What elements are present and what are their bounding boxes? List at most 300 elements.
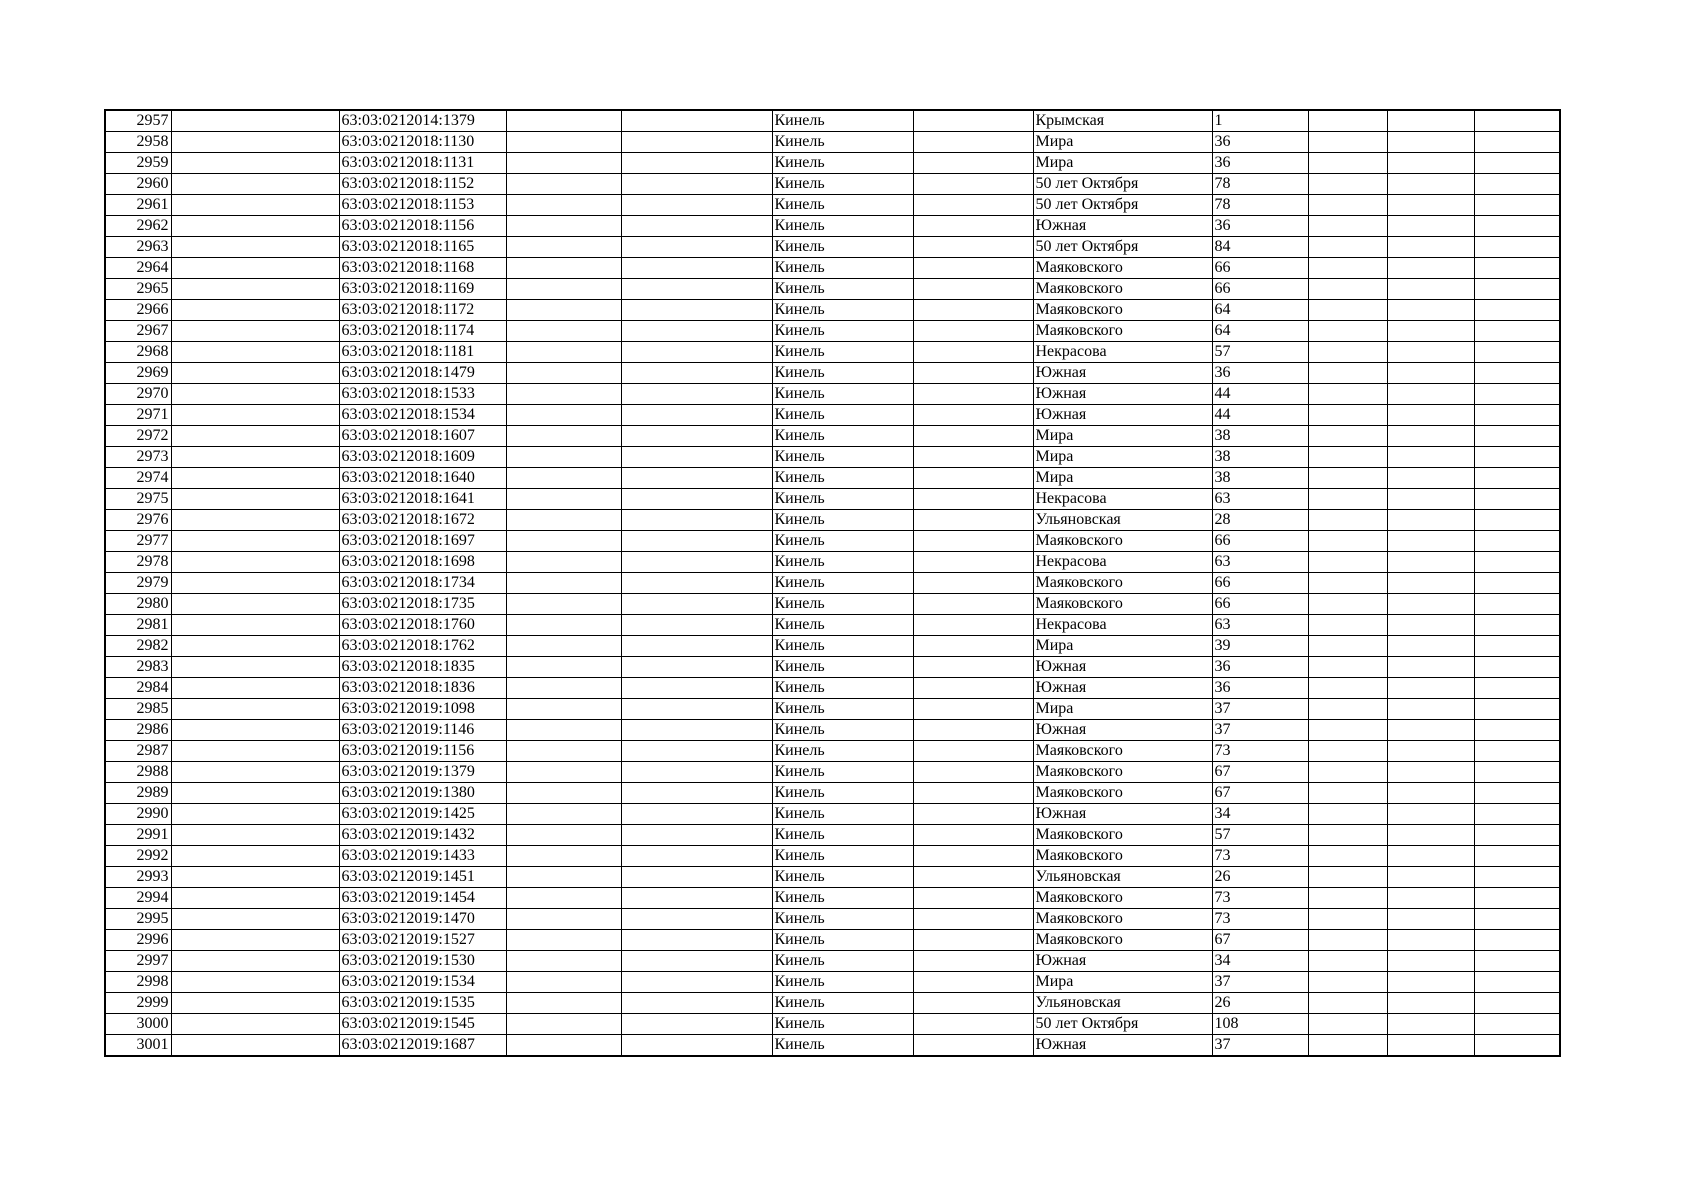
empty-cell — [506, 510, 621, 531]
cadastral-number-cell: 63:03:0212018:1640 — [339, 468, 506, 489]
table-row — [105, 615, 1560, 636]
row-number-cell: 2968 — [105, 342, 171, 363]
empty-cell — [171, 153, 339, 174]
street-cell: Маяковского — [1033, 594, 1212, 615]
empty-cell — [1474, 678, 1560, 699]
empty-cell — [1474, 447, 1560, 468]
house-number-cell: 37 — [1212, 972, 1308, 993]
empty-cell — [1308, 888, 1387, 909]
row-number-cell: 2975 — [105, 489, 171, 510]
table-row — [105, 216, 1560, 237]
empty-cell — [621, 489, 772, 510]
empty-cell — [621, 720, 772, 741]
empty-cell — [171, 615, 339, 636]
house-number-cell: 28 — [1212, 510, 1308, 531]
empty-cell — [913, 363, 1033, 384]
empty-cell — [1474, 1035, 1560, 1057]
empty-cell — [1387, 258, 1474, 279]
row-number-cell: 2980 — [105, 594, 171, 615]
empty-cell — [506, 951, 621, 972]
empty-cell — [1387, 531, 1474, 552]
empty-cell — [506, 573, 621, 594]
empty-cell — [1387, 321, 1474, 342]
street-cell: Мира — [1033, 972, 1212, 993]
empty-cell — [621, 258, 772, 279]
cadastral-number-cell: 63:03:0212014:1379 — [339, 110, 506, 132]
city-cell: Кинель — [772, 594, 913, 615]
empty-cell — [621, 174, 772, 195]
city-cell: Кинель — [772, 174, 913, 195]
empty-cell — [506, 258, 621, 279]
empty-cell — [1474, 615, 1560, 636]
empty-cell — [1308, 1035, 1387, 1057]
house-number-cell: 66 — [1212, 258, 1308, 279]
empty-cell — [506, 468, 621, 489]
table-row — [105, 993, 1560, 1014]
cadastral-number-cell: 63:03:0212018:1533 — [339, 384, 506, 405]
empty-cell — [621, 993, 772, 1014]
empty-cell — [171, 110, 339, 132]
street-cell: Некрасова — [1033, 489, 1212, 510]
city-cell: Кинель — [772, 720, 913, 741]
row-number-cell: 2994 — [105, 888, 171, 909]
street-cell: Южная — [1033, 804, 1212, 825]
house-number-cell: 26 — [1212, 867, 1308, 888]
empty-cell — [621, 1014, 772, 1035]
empty-cell — [1474, 342, 1560, 363]
row-number-cell: 2957 — [105, 110, 171, 132]
house-number-cell: 39 — [1212, 636, 1308, 657]
row-number-cell: 2990 — [105, 804, 171, 825]
row-number-cell: 2964 — [105, 258, 171, 279]
empty-cell — [621, 195, 772, 216]
row-number-cell: 2985 — [105, 699, 171, 720]
cadastral-number-cell: 63:03:0212018:1169 — [339, 279, 506, 300]
cadastral-number-cell: 63:03:0212018:1698 — [339, 552, 506, 573]
empty-cell — [913, 594, 1033, 615]
empty-cell — [1387, 110, 1474, 132]
cadastral-number-cell: 63:03:0212019:1146 — [339, 720, 506, 741]
city-cell: Кинель — [772, 363, 913, 384]
row-number-cell: 2987 — [105, 741, 171, 762]
cadastral-number-cell: 63:03:0212018:1734 — [339, 573, 506, 594]
empty-cell — [1308, 258, 1387, 279]
city-cell: Кинель — [772, 153, 913, 174]
city-cell: Кинель — [772, 110, 913, 132]
empty-cell — [1387, 405, 1474, 426]
empty-cell — [171, 678, 339, 699]
house-number-cell: 37 — [1212, 1035, 1308, 1057]
cadastral-number-cell: 63:03:0212018:1174 — [339, 321, 506, 342]
empty-cell — [621, 384, 772, 405]
empty-cell — [1474, 363, 1560, 384]
cadastral-number-cell: 63:03:0212019:1098 — [339, 699, 506, 720]
empty-cell — [621, 153, 772, 174]
empty-cell — [1308, 279, 1387, 300]
city-cell: Кинель — [772, 888, 913, 909]
empty-cell — [1474, 153, 1560, 174]
cadastral-number-cell: 63:03:0212018:1672 — [339, 510, 506, 531]
empty-cell — [913, 909, 1033, 930]
empty-cell — [171, 489, 339, 510]
house-number-cell: 38 — [1212, 426, 1308, 447]
empty-cell — [1387, 846, 1474, 867]
empty-cell — [171, 216, 339, 237]
empty-cell — [621, 510, 772, 531]
empty-cell — [1387, 636, 1474, 657]
empty-cell — [621, 132, 772, 153]
empty-cell — [621, 321, 772, 342]
table-row — [105, 489, 1560, 510]
empty-cell — [1474, 426, 1560, 447]
empty-cell — [1474, 279, 1560, 300]
empty-cell — [621, 300, 772, 321]
empty-cell — [1308, 132, 1387, 153]
empty-cell — [1308, 636, 1387, 657]
empty-cell — [913, 384, 1033, 405]
empty-cell — [621, 846, 772, 867]
empty-cell — [506, 930, 621, 951]
street-cell: Ульяновская — [1033, 510, 1212, 531]
empty-cell — [913, 972, 1033, 993]
city-cell: Кинель — [772, 636, 913, 657]
street-cell: Ульяновская — [1033, 993, 1212, 1014]
house-number-cell: 44 — [1212, 384, 1308, 405]
empty-cell — [1474, 174, 1560, 195]
cadastral-number-cell: 63:03:0212018:1835 — [339, 657, 506, 678]
city-cell: Кинель — [772, 993, 913, 1014]
empty-cell — [1308, 930, 1387, 951]
city-cell: Кинель — [772, 489, 913, 510]
empty-cell — [1474, 804, 1560, 825]
table-row — [105, 110, 1560, 132]
empty-cell — [913, 657, 1033, 678]
house-number-cell: 57 — [1212, 825, 1308, 846]
street-cell: Маяковского — [1033, 279, 1212, 300]
empty-cell — [621, 678, 772, 699]
table-row — [105, 762, 1560, 783]
table-row — [105, 405, 1560, 426]
empty-cell — [913, 110, 1033, 132]
row-number-cell: 2962 — [105, 216, 171, 237]
empty-cell — [913, 300, 1033, 321]
empty-cell — [913, 426, 1033, 447]
empty-cell — [506, 636, 621, 657]
empty-cell — [506, 447, 621, 468]
cadastral-number-cell: 63:03:0212018:1697 — [339, 531, 506, 552]
table-row — [105, 468, 1560, 489]
empty-cell — [171, 930, 339, 951]
street-cell: Маяковского — [1033, 888, 1212, 909]
empty-cell — [1387, 510, 1474, 531]
empty-cell — [621, 909, 772, 930]
empty-cell — [1387, 174, 1474, 195]
city-cell: Кинель — [772, 258, 913, 279]
empty-cell — [621, 741, 772, 762]
empty-cell — [621, 1035, 772, 1057]
empty-cell — [1474, 552, 1560, 573]
empty-cell — [1474, 489, 1560, 510]
street-cell: Маяковского — [1033, 258, 1212, 279]
empty-cell — [621, 783, 772, 804]
empty-cell — [1308, 951, 1387, 972]
empty-cell — [171, 1014, 339, 1035]
empty-cell — [506, 110, 621, 132]
house-number-cell: 73 — [1212, 888, 1308, 909]
empty-cell — [621, 110, 772, 132]
empty-cell — [171, 321, 339, 342]
empty-cell — [171, 552, 339, 573]
empty-cell — [171, 174, 339, 195]
empty-cell — [1308, 825, 1387, 846]
empty-cell — [506, 1035, 621, 1057]
street-cell: Мира — [1033, 699, 1212, 720]
empty-cell — [171, 258, 339, 279]
row-number-cell: 2963 — [105, 237, 171, 258]
empty-cell — [1387, 363, 1474, 384]
city-cell: Кинель — [772, 657, 913, 678]
empty-cell — [1474, 195, 1560, 216]
row-number-cell: 2991 — [105, 825, 171, 846]
empty-cell — [1308, 531, 1387, 552]
street-cell: Маяковского — [1033, 321, 1212, 342]
row-number-cell: 2969 — [105, 363, 171, 384]
cadastral-number-cell: 63:03:0212018:1735 — [339, 594, 506, 615]
empty-cell — [913, 573, 1033, 594]
street-cell: Маяковского — [1033, 825, 1212, 846]
street-cell: Некрасова — [1033, 342, 1212, 363]
city-cell: Кинель — [772, 216, 913, 237]
empty-cell — [1474, 1014, 1560, 1035]
empty-cell — [171, 573, 339, 594]
cadastral-number-cell: 63:03:0212019:1380 — [339, 783, 506, 804]
empty-cell — [506, 195, 621, 216]
empty-cell — [171, 237, 339, 258]
street-cell: Мира — [1033, 468, 1212, 489]
empty-cell — [1387, 153, 1474, 174]
row-number-cell: 2996 — [105, 930, 171, 951]
empty-cell — [621, 531, 772, 552]
table-row — [105, 846, 1560, 867]
house-number-cell: 66 — [1212, 594, 1308, 615]
empty-cell — [1474, 909, 1560, 930]
empty-cell — [1387, 468, 1474, 489]
cadastral-number-cell: 63:03:0212018:1181 — [339, 342, 506, 363]
cadastral-number-cell: 63:03:0212018:1836 — [339, 678, 506, 699]
empty-cell — [1308, 846, 1387, 867]
row-number-cell: 2976 — [105, 510, 171, 531]
empty-cell — [1308, 699, 1387, 720]
row-number-cell: 2997 — [105, 951, 171, 972]
city-cell: Кинель — [772, 195, 913, 216]
house-number-cell: 64 — [1212, 300, 1308, 321]
empty-cell — [506, 384, 621, 405]
street-cell: 50 лет Октября — [1033, 195, 1212, 216]
table-row — [105, 447, 1560, 468]
city-cell: Кинель — [772, 909, 913, 930]
empty-cell — [621, 594, 772, 615]
empty-cell — [1387, 678, 1474, 699]
empty-cell — [913, 531, 1033, 552]
empty-cell — [1308, 174, 1387, 195]
city-cell: Кинель — [772, 531, 913, 552]
row-number-cell: 2978 — [105, 552, 171, 573]
empty-cell — [1474, 594, 1560, 615]
empty-cell — [1308, 153, 1387, 174]
row-number-cell: 2960 — [105, 174, 171, 195]
street-cell: Маяковского — [1033, 762, 1212, 783]
empty-cell — [171, 741, 339, 762]
street-cell: Южная — [1033, 657, 1212, 678]
row-number-cell: 2982 — [105, 636, 171, 657]
empty-cell — [913, 1035, 1033, 1057]
empty-cell — [1474, 888, 1560, 909]
empty-cell — [1387, 426, 1474, 447]
empty-cell — [506, 153, 621, 174]
empty-cell — [1308, 909, 1387, 930]
house-number-cell: 78 — [1212, 195, 1308, 216]
cadastral-number-cell: 63:03:0212018:1607 — [339, 426, 506, 447]
empty-cell — [1387, 279, 1474, 300]
house-number-cell: 66 — [1212, 573, 1308, 594]
empty-cell — [171, 951, 339, 972]
street-cell: Южная — [1033, 720, 1212, 741]
street-cell: Южная — [1033, 363, 1212, 384]
city-cell: Кинель — [772, 972, 913, 993]
empty-cell — [506, 174, 621, 195]
row-number-cell: 2995 — [105, 909, 171, 930]
house-number-cell: 36 — [1212, 216, 1308, 237]
street-cell: Маяковского — [1033, 573, 1212, 594]
empty-cell — [506, 552, 621, 573]
table-row — [105, 321, 1560, 342]
empty-cell — [1474, 762, 1560, 783]
empty-cell — [506, 615, 621, 636]
empty-cell — [1387, 993, 1474, 1014]
house-number-cell: 73 — [1212, 909, 1308, 930]
empty-cell — [1474, 237, 1560, 258]
empty-cell — [621, 888, 772, 909]
empty-cell — [1474, 405, 1560, 426]
cadastral-number-cell: 63:03:0212019:1379 — [339, 762, 506, 783]
table-row — [105, 720, 1560, 741]
street-cell: 50 лет Октября — [1033, 1014, 1212, 1035]
street-cell: 50 лет Октября — [1033, 174, 1212, 195]
house-number-cell: 67 — [1212, 762, 1308, 783]
empty-cell — [171, 720, 339, 741]
empty-cell — [171, 657, 339, 678]
city-cell: Кинель — [772, 951, 913, 972]
empty-cell — [506, 909, 621, 930]
city-cell: Кинель — [772, 930, 913, 951]
table-row — [105, 573, 1560, 594]
cadastral-number-cell: 63:03:0212018:1762 — [339, 636, 506, 657]
empty-cell — [506, 237, 621, 258]
empty-cell — [506, 594, 621, 615]
empty-cell — [913, 867, 1033, 888]
empty-cell — [1387, 237, 1474, 258]
empty-cell — [1474, 657, 1560, 678]
empty-cell — [621, 699, 772, 720]
cadastral-number-cell: 63:03:0212018:1153 — [339, 195, 506, 216]
house-number-cell: 84 — [1212, 237, 1308, 258]
table-row — [105, 153, 1560, 174]
street-cell: Маяковского — [1033, 846, 1212, 867]
empty-cell — [1387, 489, 1474, 510]
street-cell: Мира — [1033, 132, 1212, 153]
row-number-cell: 2986 — [105, 720, 171, 741]
empty-cell — [1474, 468, 1560, 489]
table-row — [105, 825, 1560, 846]
house-number-cell: 36 — [1212, 657, 1308, 678]
table-row — [105, 174, 1560, 195]
empty-cell — [1308, 237, 1387, 258]
empty-cell — [1387, 1014, 1474, 1035]
table-row — [105, 951, 1560, 972]
empty-cell — [913, 447, 1033, 468]
empty-cell — [1308, 678, 1387, 699]
empty-cell — [1474, 384, 1560, 405]
table-row — [105, 279, 1560, 300]
city-cell: Кинель — [772, 573, 913, 594]
empty-cell — [1308, 741, 1387, 762]
empty-cell — [1474, 531, 1560, 552]
cadastral-number-cell: 63:03:0212019:1530 — [339, 951, 506, 972]
empty-cell — [171, 342, 339, 363]
empty-cell — [506, 426, 621, 447]
empty-cell — [506, 678, 621, 699]
table-row — [105, 909, 1560, 930]
empty-cell — [621, 447, 772, 468]
empty-cell — [621, 216, 772, 237]
empty-cell — [1474, 258, 1560, 279]
house-number-cell: 26 — [1212, 993, 1308, 1014]
empty-cell — [1474, 132, 1560, 153]
empty-cell — [1387, 909, 1474, 930]
table-row — [105, 678, 1560, 699]
empty-cell — [1308, 573, 1387, 594]
empty-cell — [913, 321, 1033, 342]
empty-cell — [913, 804, 1033, 825]
street-cell: Ульяновская — [1033, 867, 1212, 888]
empty-cell — [621, 804, 772, 825]
empty-cell — [171, 762, 339, 783]
row-number-cell: 2965 — [105, 279, 171, 300]
empty-cell — [1474, 993, 1560, 1014]
table-row — [105, 195, 1560, 216]
empty-cell — [506, 657, 621, 678]
house-number-cell: 37 — [1212, 699, 1308, 720]
city-cell: Кинель — [772, 699, 913, 720]
city-cell: Кинель — [772, 132, 913, 153]
cadastral-number-cell: 63:03:0212018:1156 — [339, 216, 506, 237]
empty-cell — [1387, 384, 1474, 405]
empty-cell — [1308, 762, 1387, 783]
empty-cell — [913, 720, 1033, 741]
city-cell: Кинель — [772, 678, 913, 699]
empty-cell — [1308, 216, 1387, 237]
empty-cell — [1308, 1014, 1387, 1035]
empty-cell — [913, 846, 1033, 867]
cadastral-number-cell: 63:03:0212019:1425 — [339, 804, 506, 825]
house-number-cell: 38 — [1212, 468, 1308, 489]
cadastral-number-cell: 63:03:0212019:1470 — [339, 909, 506, 930]
table-row — [105, 552, 1560, 573]
empty-cell — [913, 930, 1033, 951]
street-cell: Южная — [1033, 384, 1212, 405]
empty-cell — [506, 825, 621, 846]
empty-cell — [506, 888, 621, 909]
